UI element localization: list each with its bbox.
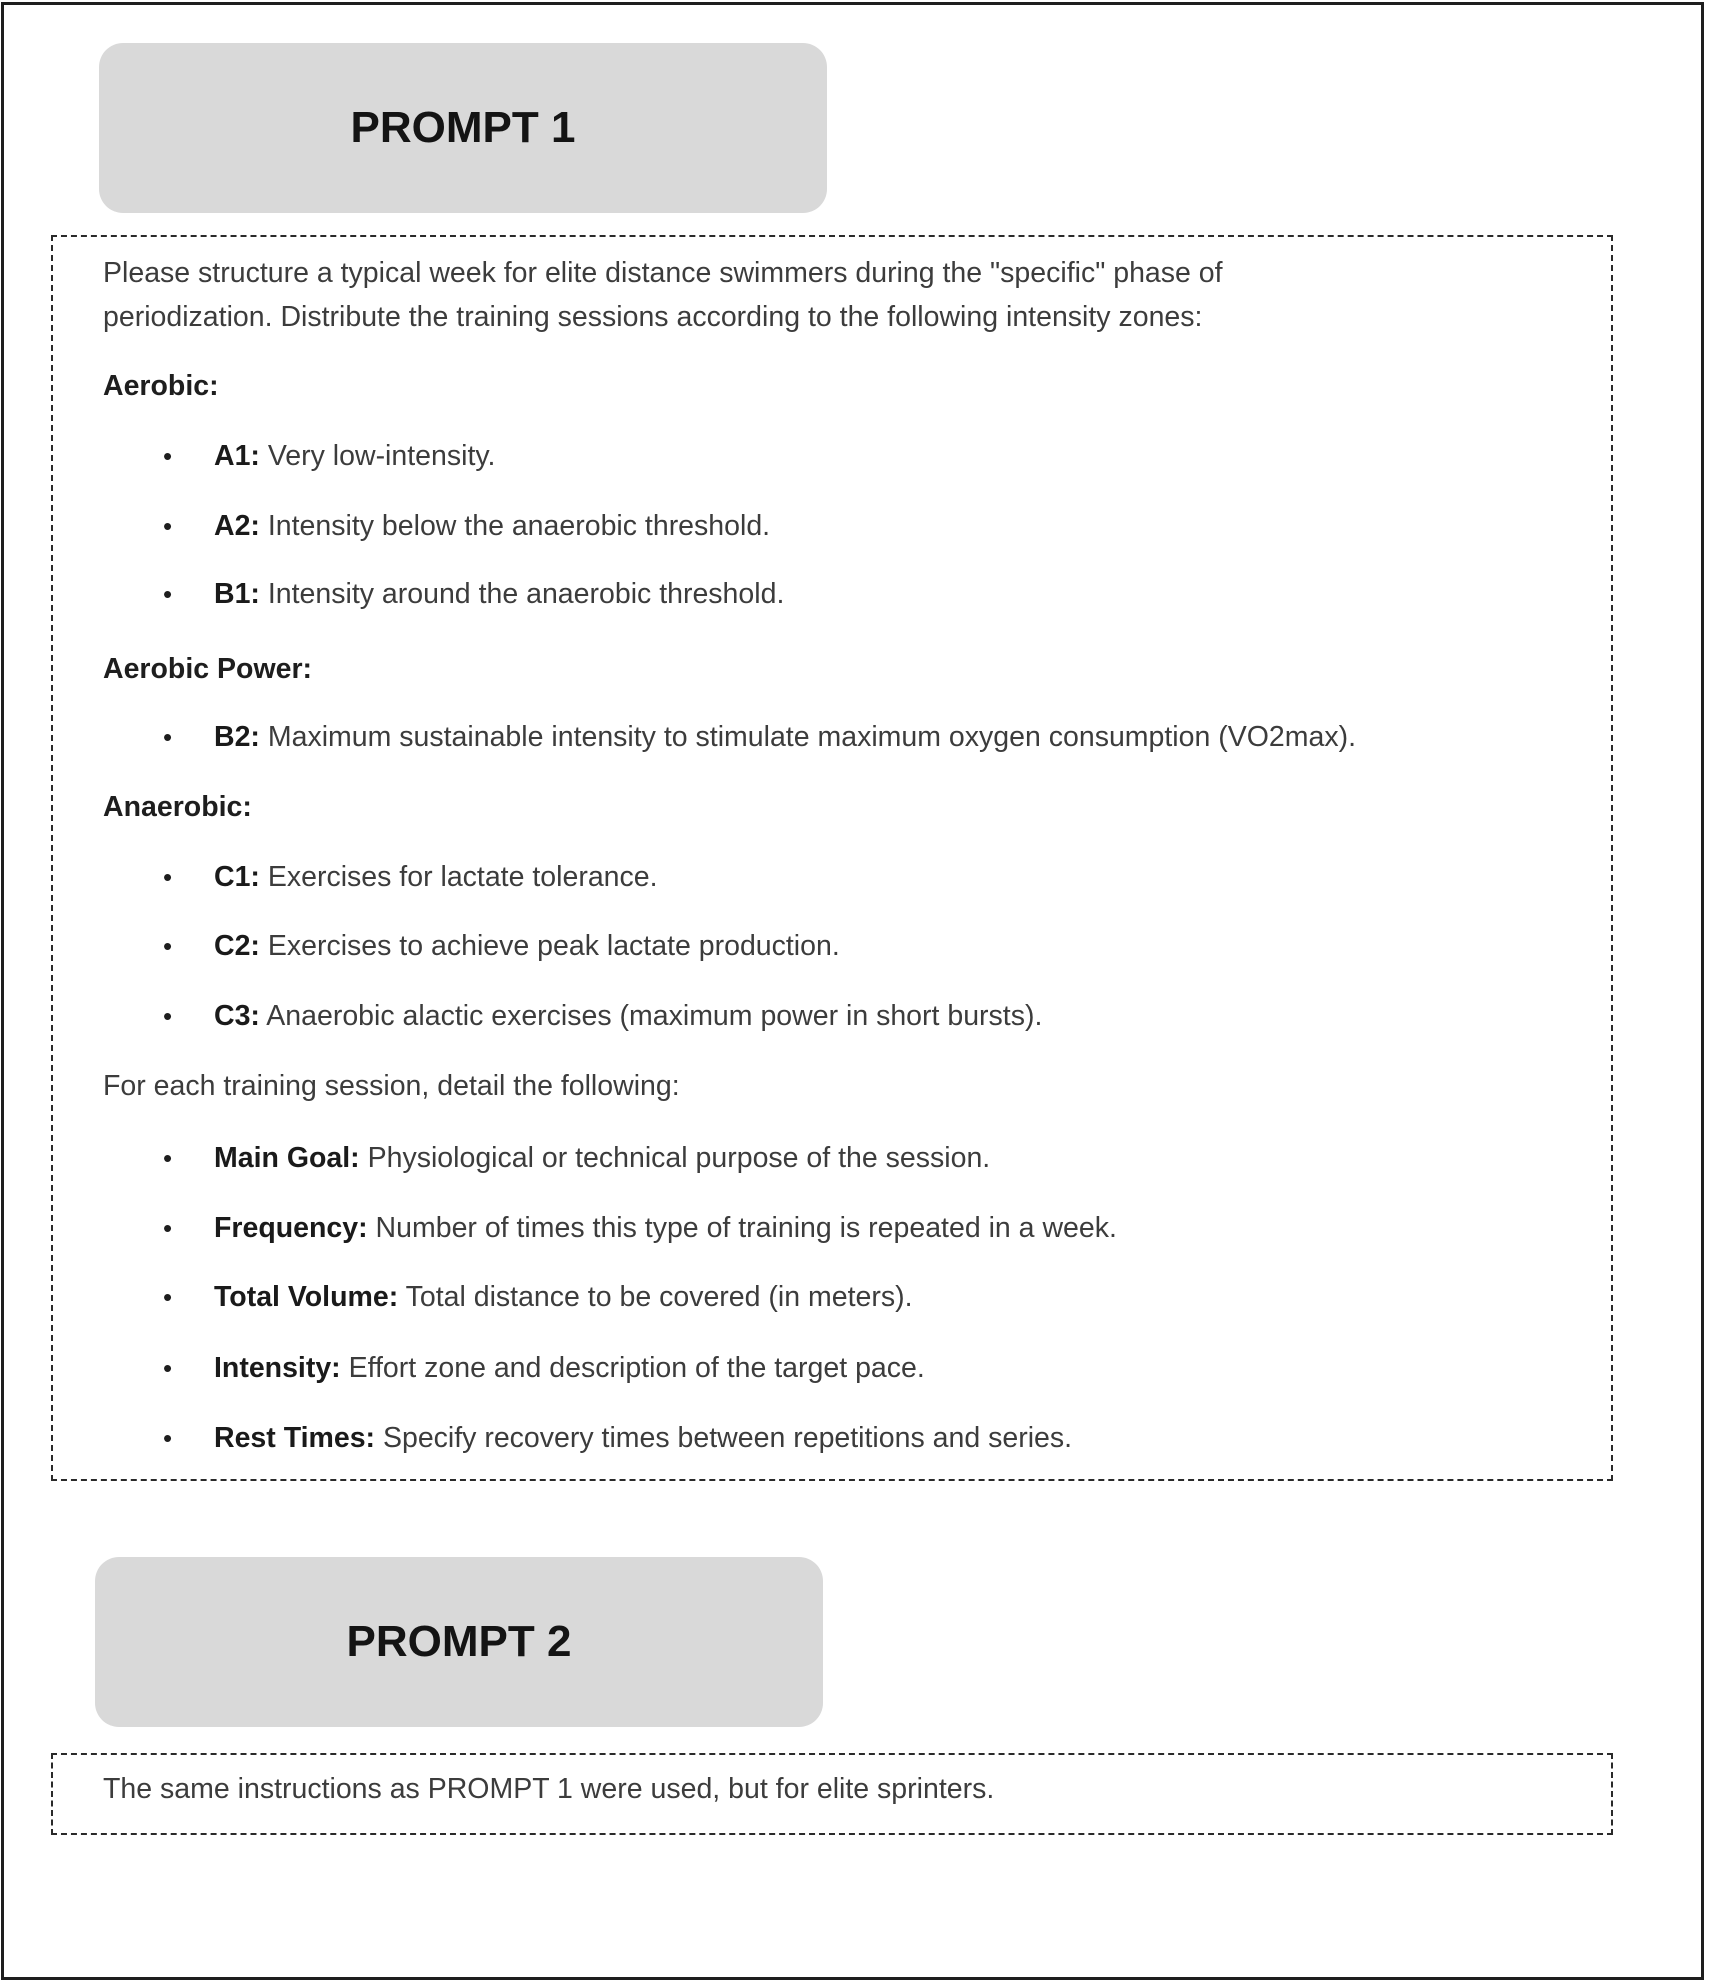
zone-term: B1: [214, 578, 260, 610]
bullet-icon: • [163, 1213, 173, 1243]
prompt-1-title: PROMPT 1 [350, 103, 576, 152]
detail-term: Total Volume: [214, 1281, 399, 1313]
zone-description: Anaerobic alactic exercises (maximum power in short bursts). [259, 1000, 1043, 1032]
zone-description: Very low-intensity. [259, 440, 496, 472]
prompt-2-label [95, 1557, 823, 1727]
prompt-2-text: The same instructions as PROMPT 1 were used, but for elite sprinters. [103, 1773, 995, 1805]
group-heading-anaerobic: Anaerobic: [103, 791, 252, 823]
detail-description: Effort zone and description of the target pace. [340, 1352, 925, 1384]
bullet-icon: • [163, 1353, 173, 1383]
zone-term: A2: [214, 510, 260, 542]
detail-term: Main Goal: [214, 1142, 360, 1174]
bullet-icon: • [163, 1001, 173, 1031]
bullet-icon: • [163, 579, 173, 609]
detail-intro: For each training session, detail the following: [103, 1070, 680, 1102]
group-heading-aerobic: Aerobic: [103, 370, 219, 402]
prompt-1-intro-line-2: periodization. Distribute the training sessions according to the following intensity zones: [103, 301, 1203, 333]
zone-description: Intensity around the anaerobic threshold. [259, 578, 785, 610]
zone-description: Exercises for lactate tolerance. [259, 861, 658, 893]
zone-term: C2: [214, 930, 260, 962]
detail-description: Specify recovery times between repetitions and series. [375, 1422, 1073, 1454]
bullet-icon: • [163, 722, 173, 752]
detail-description: Number of times this type of training is repeated in a week. [367, 1212, 1117, 1244]
prompt-1-label [99, 43, 827, 213]
bullet-icon: • [163, 511, 173, 541]
zone-term: C1: [214, 861, 260, 893]
detail-term: Intensity: [214, 1352, 341, 1384]
prompt-1-intro-line-1: Please structure a typical week for elite distance swimmers during the "specific" phase of [103, 257, 1223, 289]
detail-term: Frequency: [214, 1212, 368, 1244]
bullet-icon: • [163, 931, 173, 961]
zone-term: C3: [214, 1000, 260, 1032]
bullet-icon: • [163, 441, 173, 471]
zone-term: B2: [214, 721, 260, 753]
detail-description: Physiological or technical purpose of the session. [359, 1142, 991, 1174]
zone-description: Maximum sustainable intensity to stimulate maximum oxygen consumption (VO2max). [259, 721, 1357, 753]
bullet-icon: • [163, 1282, 173, 1312]
bullet-icon: • [163, 1143, 173, 1173]
group-heading-aerobic-power: Aerobic Power: [103, 653, 313, 685]
prompt-2-title: PROMPT 2 [346, 1617, 572, 1666]
zone-term: A1: [214, 440, 260, 472]
detail-description: Total distance to be covered (in meters). [398, 1281, 913, 1313]
zone-description: Exercises to achieve peak lactate production. [259, 930, 840, 962]
bullet-icon: • [163, 862, 173, 892]
bullet-icon: • [163, 1423, 173, 1453]
detail-term: Rest Times: [214, 1422, 376, 1454]
zone-description: Intensity below the anaerobic threshold. [259, 510, 771, 542]
